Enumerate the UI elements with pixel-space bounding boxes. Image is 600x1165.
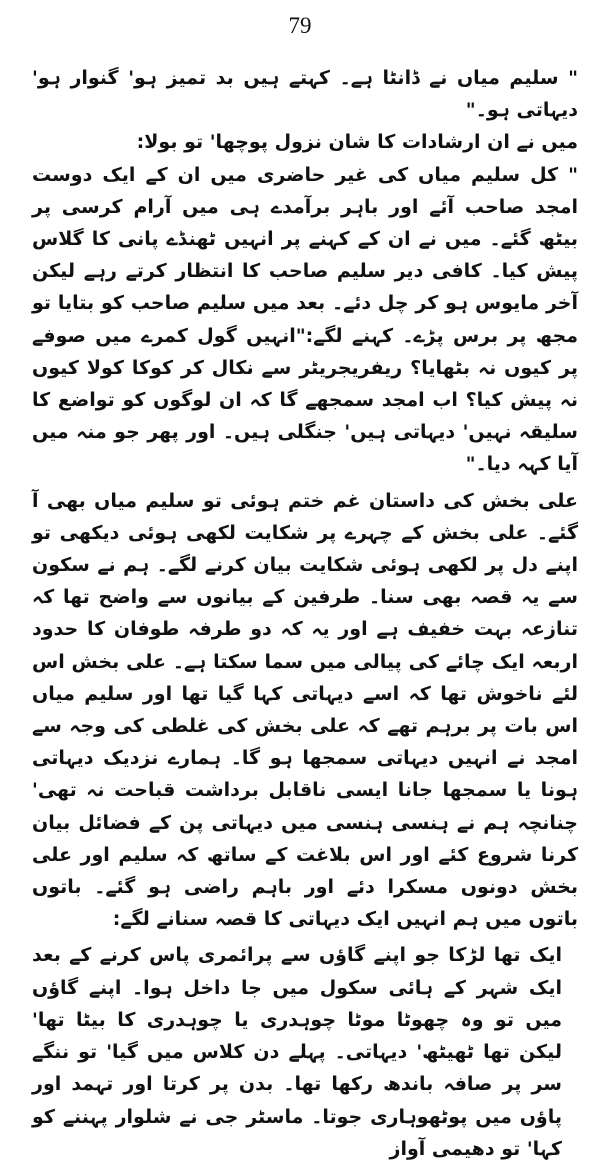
paragraph-2: میں نے ان ارشادات کا شان نزول پوچھا' تو بولا:: [136, 131, 578, 154]
paragraph-3: " کل سلیم میاں کی غیر حاضری میں ان کے ایک دوست امجد صاحب آئے اور باہر برآمدے ہی میں آرام کرسی پر بیٹھ گئے۔ میں نے ان کے کہنے پر انہیں ٹھنڈے پانی کا گلاس پیش کیا۔ کافی دیر سلیم صاحب کا انتظار کرتے رہے لیکن آخر مایوس ہو کر چل دئے۔ بعد میں سلیم صاحب کو بتایا تو مجھ پر برس پڑے۔ کہنے لگے:"انہیں گول کمرے میں صوفے پر کیوں نہ بٹھایا؟ ریفریجریٹر سے نکال کر کوکا کولا کیوں نہ پیش کیا؟ اب امجد سمجھے گا کہ ان لوگوں کو تواضع کا سلیقہ نہیں' دیہاتی ہیں' جنگلی ہیں۔ اور پھر جو منہ میں آیا کہہ دیا۔": [32, 163, 578, 476]
page-number: 79: [288, 13, 312, 38]
paragraph-1: " سلیم میاں نے ڈانٹا ہے۔ کہتے ہیں بد تمیز ہو' گنوار ہو' دیہاتی ہو۔": [32, 67, 578, 122]
paragraph-4: علی بخش کی داستان غم ختم ہوئی تو سلیم میاں بھی آ گئے۔ علی بخش کے چہرے پر شکایت لکھی ہوئی دیکھی تو اپنے دل پر لکھی ہوئی شکایت بیان کرنے لگے۔ ہم نے سکون سے یہ قصہ بھی سنا۔ طرفین کے بیانوں سے واضح تھا کہ تنازعہ بہت خفیف ہے اور یہ کہ دو طرفہ طوفان کا حدود اربعہ ایک چائے کی پیالی میں سما سکتا ہے۔ علی بخش اس لئے ناخوش تھا کہ اسے دیہاتی کہا گیا تھا اور سلیم میاں اس بات پر برہم تھے کہ علی بخش کی غلطی کی وجہ سے امجد نے انہیں دیہاتی سمجھا ہو گا۔ ہمارے نزدیک دیہاتی ہونا یا سمجھا جانا ایسی ناقابل برداشت قباحت نہ تھی' چنانچہ ہم نے ہنسی ہنسی میں دیہاتی پن کے فضائل بیان کرنا شروع کئے اور اس بلاغت کے ساتھ کہ سلیم اور علی بخش دونوں مسکرا دئے اور باہم راضی ہو گئے۔ باتوں باتوں میں ہم انہیں ایک دیہاتی کا قصہ سنانے لگے:: [32, 489, 578, 931]
page-body-text: [32, 62, 578, 1165]
paragraph-5: ایک تھا لڑکا جو اپنے گاؤں سے پرائمری پاس کرنے کے بعد ایک شہر کے ہائی سکول میں جا داخل ہوا۔ اپنے گاؤں میں تو وہ چھوٹا موٹا چوہدری یا چوہدری کا بیٹا تھا' لیکن تھا ٹھیٹھ' دیہاتی۔ پہلے دن کلاس میں گیا' تو ننگے سر پر صافہ باندھ رکھا تھا۔ بدن پر کرتا اور تہمد اور پاؤں میں پوٹھوہاری جوتا۔ ماسٹر جی نے شلوار پہننے کو کہا' تو دھیمی آواز: [32, 944, 562, 1160]
